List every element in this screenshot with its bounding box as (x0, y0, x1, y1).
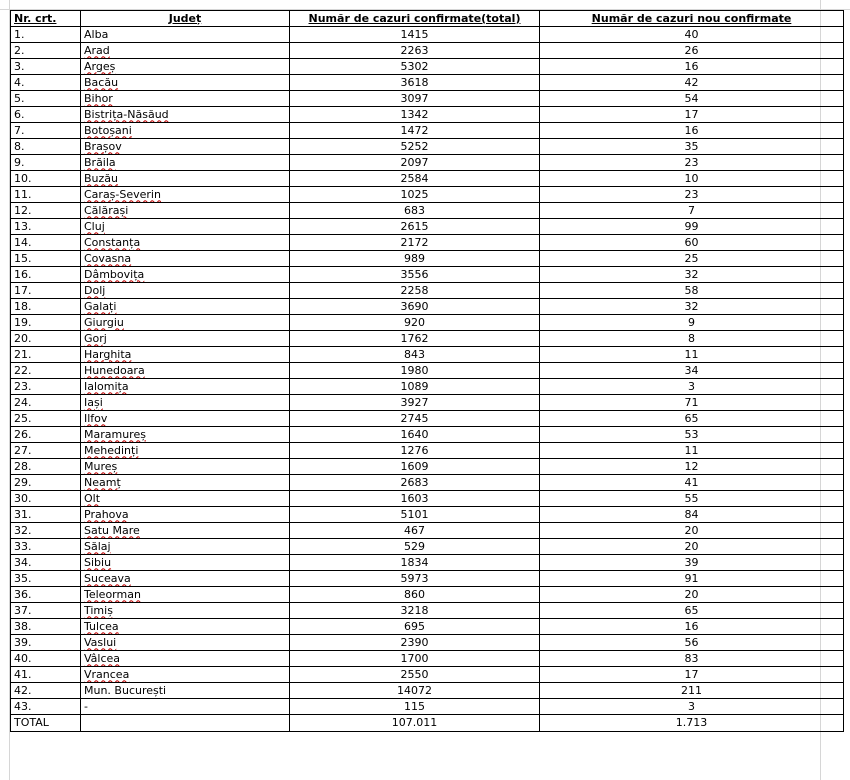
row-total-cases: 920 (290, 315, 540, 331)
row-judet (81, 235, 290, 251)
row-nr: 13. (11, 219, 81, 235)
row-total-cases: 1980 (290, 363, 540, 379)
row-nr: 3. (11, 59, 81, 75)
row-new-cases: 34 (540, 363, 844, 379)
table-row (11, 379, 844, 395)
table-row (11, 395, 844, 411)
row-nr: 28. (11, 459, 81, 475)
row-total-cases: 2550 (290, 667, 540, 683)
row-judet (81, 203, 290, 219)
row-judet (81, 539, 290, 555)
row-judet (81, 75, 290, 91)
row-new-cases: 17 (540, 667, 844, 683)
row-new-cases: 32 (540, 267, 844, 283)
row-new-cases: 16 (540, 619, 844, 635)
judet-name: Argeș (84, 59, 116, 73)
row-nr: 7. (11, 123, 81, 139)
judet-name: Caraș-Severin (84, 187, 161, 201)
row-new-cases: 40 (540, 27, 844, 43)
row-nr: 32. (11, 523, 81, 539)
judet-name: Arad (84, 43, 110, 57)
row-nr: 42. (11, 683, 81, 699)
table-row (11, 411, 844, 427)
row-judet (81, 363, 290, 379)
row-total-cases: 2097 (290, 155, 540, 171)
table-row (11, 203, 844, 219)
row-new-cases: 10 (540, 171, 844, 187)
row-judet (81, 619, 290, 635)
row-total-cases: 5101 (290, 507, 540, 523)
row-new-cases: 55 (540, 491, 844, 507)
row-new-cases: 7 (540, 203, 844, 219)
judet-name: Ialomița (84, 379, 129, 393)
row-new-cases: 84 (540, 507, 844, 523)
table-row (11, 587, 844, 603)
row-nr: 12. (11, 203, 81, 219)
table-row (11, 235, 844, 251)
judet-name: Sălaj (84, 539, 111, 553)
row-total-cases: 3927 (290, 395, 540, 411)
row-judet (81, 411, 290, 427)
row-judet (81, 331, 290, 347)
table-row (11, 299, 844, 315)
row-nr: 39. (11, 635, 81, 651)
row-new-cases: 20 (540, 587, 844, 603)
row-new-cases: 35 (540, 139, 844, 155)
table-row (11, 155, 844, 171)
row-total-cases: 3218 (290, 603, 540, 619)
judet-name: Dâmbovița (84, 267, 145, 281)
row-total-cases: 2584 (290, 171, 540, 187)
row-total-cases: 1342 (290, 107, 540, 123)
judet-name: Bihor (84, 91, 113, 105)
table-row (11, 619, 844, 635)
judet-name: Vaslui (84, 635, 117, 649)
row-total-cases: 1025 (290, 187, 540, 203)
row-nr: 31. (11, 507, 81, 523)
table-row (11, 539, 844, 555)
row-total-cases: 3690 (290, 299, 540, 315)
judet-name: Buzău (84, 171, 119, 185)
row-nr: 19. (11, 315, 81, 331)
row-nr: 25. (11, 411, 81, 427)
row-total-cases: 695 (290, 619, 540, 635)
row-total-cases: 1415 (290, 27, 540, 43)
judet-name: Bacău (84, 75, 119, 89)
row-total-cases: 2615 (290, 219, 540, 235)
judet-name: Neamț (84, 475, 121, 489)
table-row (11, 523, 844, 539)
row-new-cases: 32 (540, 299, 844, 315)
row-total-cases: 2172 (290, 235, 540, 251)
table-row (11, 651, 844, 667)
table-row (11, 443, 844, 459)
row-new-cases: 8 (540, 331, 844, 347)
judet-name: Bistrița-Năsăud (84, 107, 169, 121)
row-total-cases: 115 (290, 699, 540, 715)
row-judet (81, 107, 290, 123)
row-total-cases: 14072 (290, 683, 540, 699)
row-judet (81, 571, 290, 587)
row-judet (81, 635, 290, 651)
row-judet (81, 283, 290, 299)
total-row (11, 715, 844, 732)
table-row (11, 459, 844, 475)
row-judet (81, 395, 290, 411)
table-row (11, 571, 844, 587)
row-judet (81, 523, 290, 539)
row-nr: 17. (11, 283, 81, 299)
row-judet (81, 267, 290, 283)
row-total-cases: 1609 (290, 459, 540, 475)
row-new-cases: 20 (540, 523, 844, 539)
judet-name: Prahova (84, 507, 129, 521)
row-nr: 6. (11, 107, 81, 123)
row-new-cases: 3 (540, 699, 844, 715)
table-body (11, 27, 844, 715)
row-nr: 43. (11, 699, 81, 715)
row-judet (81, 139, 290, 155)
row-nr: 41. (11, 667, 81, 683)
table-row (11, 315, 844, 331)
row-nr: 37. (11, 603, 81, 619)
row-new-cases: 60 (540, 235, 844, 251)
judet-name: - (84, 699, 88, 713)
row-new-cases: 12 (540, 459, 844, 475)
row-total-cases: 2263 (290, 43, 540, 59)
row-nr: 20. (11, 331, 81, 347)
row-total-cases: 1834 (290, 555, 540, 571)
row-nr: 9. (11, 155, 81, 171)
row-nr: 24. (11, 395, 81, 411)
row-new-cases: 20 (540, 539, 844, 555)
table-row (11, 187, 844, 203)
row-nr: 18. (11, 299, 81, 315)
row-judet (81, 587, 290, 603)
table-row (11, 171, 844, 187)
header-new-cases: Număr de cazuri nou confirmate (540, 11, 844, 27)
row-judet (81, 219, 290, 235)
table-row (11, 667, 844, 683)
covid-cases-table (10, 10, 844, 732)
table-row (11, 427, 844, 443)
row-new-cases: 83 (540, 651, 844, 667)
row-total-cases: 843 (290, 347, 540, 363)
table-row (11, 475, 844, 491)
row-new-cases: 23 (540, 155, 844, 171)
row-nr: 5. (11, 91, 81, 107)
table-row (11, 75, 844, 91)
table-row (11, 251, 844, 267)
table-row (11, 699, 844, 715)
table-row (11, 43, 844, 59)
judet-name: Vâlcea (84, 651, 121, 665)
row-total-cases: 989 (290, 251, 540, 267)
row-nr: 38. (11, 619, 81, 635)
row-total-cases: 860 (290, 587, 540, 603)
row-total-cases: 529 (290, 539, 540, 555)
table-row (11, 123, 844, 139)
header-nr: Nr. crt. (11, 11, 81, 27)
row-nr: 11. (11, 187, 81, 203)
judet-name: Mun. București (84, 683, 167, 697)
table-row (11, 283, 844, 299)
row-total-cases: 2258 (290, 283, 540, 299)
judet-name: Cluj (84, 219, 105, 233)
row-judet (81, 43, 290, 59)
row-nr: 14. (11, 235, 81, 251)
row-new-cases: 11 (540, 443, 844, 459)
row-new-cases: 211 (540, 683, 844, 699)
row-total-cases: 3556 (290, 267, 540, 283)
row-nr: 15. (11, 251, 81, 267)
row-new-cases: 25 (540, 251, 844, 267)
row-new-cases: 91 (540, 571, 844, 587)
row-new-cases: 99 (540, 219, 844, 235)
table-row (11, 603, 844, 619)
judet-name: Timiș (84, 603, 113, 617)
row-total-cases: 1700 (290, 651, 540, 667)
row-nr: 10. (11, 171, 81, 187)
row-nr: 22. (11, 363, 81, 379)
row-new-cases: 16 (540, 59, 844, 75)
row-judet (81, 187, 290, 203)
total-new-cases-sum: 1.713 (540, 715, 844, 732)
row-total-cases: 1276 (290, 443, 540, 459)
row-judet (81, 475, 290, 491)
row-total-cases: 1089 (290, 379, 540, 395)
judet-name: Brăila (84, 155, 116, 169)
row-new-cases: 54 (540, 91, 844, 107)
row-new-cases: 26 (540, 43, 844, 59)
table-row (11, 331, 844, 347)
table-row (11, 27, 844, 43)
total-label: TOTAL (11, 715, 81, 732)
row-nr: 35. (11, 571, 81, 587)
row-nr: 1. (11, 27, 81, 43)
row-judet (81, 683, 290, 699)
row-total-cases: 3618 (290, 75, 540, 91)
row-nr: 36. (11, 587, 81, 603)
judet-name: Satu Mare (84, 523, 140, 537)
table-row (11, 507, 844, 523)
judet-name: Sibiu (84, 555, 112, 569)
table-row (11, 267, 844, 283)
row-total-cases: 5252 (290, 139, 540, 155)
row-judet (81, 59, 290, 75)
table-row (11, 683, 844, 699)
row-total-cases: 2683 (290, 475, 540, 491)
row-nr: 40. (11, 651, 81, 667)
row-judet (81, 379, 290, 395)
row-total-cases: 2745 (290, 411, 540, 427)
header-total-cases: Număr de cazuri confirmate(total) (290, 11, 540, 27)
table-row (11, 139, 844, 155)
row-judet (81, 299, 290, 315)
row-total-cases: 3097 (290, 91, 540, 107)
row-nr: 8. (11, 139, 81, 155)
table-row (11, 59, 844, 75)
row-new-cases: 11 (540, 347, 844, 363)
table-row (11, 555, 844, 571)
row-judet (81, 347, 290, 363)
judet-name: Botoșani (84, 123, 132, 137)
judet-name: Tulcea (84, 619, 119, 633)
judet-name: Galați (84, 299, 117, 313)
row-judet (81, 651, 290, 667)
row-nr: 34. (11, 555, 81, 571)
judet-name: Olt (84, 491, 101, 505)
table-row (11, 347, 844, 363)
row-total-cases: 1472 (290, 123, 540, 139)
table-row (11, 491, 844, 507)
judet-name: Hunedoara (84, 363, 145, 377)
row-new-cases: 3 (540, 379, 844, 395)
row-new-cases: 9 (540, 315, 844, 331)
row-total-cases: 467 (290, 523, 540, 539)
judet-name: Giurgiu (84, 315, 124, 329)
row-judet (81, 27, 290, 43)
row-nr: 33. (11, 539, 81, 555)
row-new-cases: 65 (540, 411, 844, 427)
row-nr: 2. (11, 43, 81, 59)
row-total-cases: 683 (290, 203, 540, 219)
row-total-cases: 5973 (290, 571, 540, 587)
judet-name: Gorj (84, 331, 107, 345)
row-judet (81, 251, 290, 267)
judet-name: Covasna (84, 251, 132, 265)
row-judet (81, 443, 290, 459)
judet-name: Maramureș (84, 427, 146, 441)
table-row (11, 107, 844, 123)
row-new-cases: 71 (540, 395, 844, 411)
row-judet (81, 699, 290, 715)
row-nr: 26. (11, 427, 81, 443)
judet-name: Alba (84, 27, 109, 41)
table-header-row (11, 11, 844, 27)
row-nr: 27. (11, 443, 81, 459)
judet-name: Dolj (84, 283, 106, 297)
row-nr: 21. (11, 347, 81, 363)
row-total-cases: 1762 (290, 331, 540, 347)
row-judet (81, 603, 290, 619)
row-new-cases: 41 (540, 475, 844, 491)
row-total-cases: 1603 (290, 491, 540, 507)
judet-name: Teleorman (84, 587, 141, 601)
judet-name: Suceava (84, 571, 131, 585)
row-new-cases: 65 (540, 603, 844, 619)
row-judet (81, 667, 290, 683)
header-judet: Județ (81, 11, 290, 27)
row-total-cases: 5302 (290, 59, 540, 75)
judet-name: Ilfov (84, 411, 108, 425)
row-judet (81, 507, 290, 523)
row-new-cases: 17 (540, 107, 844, 123)
judet-name: Mureș (84, 459, 118, 473)
row-judet (81, 171, 290, 187)
row-judet (81, 491, 290, 507)
judet-name: Mehedinți (84, 443, 139, 457)
row-new-cases: 39 (540, 555, 844, 571)
total-cases-sum: 107.011 (290, 715, 540, 732)
row-total-cases: 1640 (290, 427, 540, 443)
row-new-cases: 56 (540, 635, 844, 651)
row-new-cases: 42 (540, 75, 844, 91)
judet-name: Constanța (84, 235, 141, 249)
judet-name: Iași (84, 395, 103, 409)
row-judet (81, 427, 290, 443)
row-judet (81, 555, 290, 571)
row-judet (81, 123, 290, 139)
row-new-cases: 16 (540, 123, 844, 139)
row-new-cases: 23 (540, 187, 844, 203)
judet-name: Călărași (84, 203, 129, 217)
row-nr: 23. (11, 379, 81, 395)
row-new-cases: 58 (540, 283, 844, 299)
row-judet (81, 315, 290, 331)
judet-name: Vrancea (84, 667, 130, 681)
table-row (11, 635, 844, 651)
table-row (11, 91, 844, 107)
total-judet-cell (81, 715, 290, 732)
judet-name: Brașov (84, 139, 122, 153)
row-judet (81, 155, 290, 171)
row-nr: 16. (11, 267, 81, 283)
row-nr: 30. (11, 491, 81, 507)
table-row (11, 363, 844, 379)
row-total-cases: 2390 (290, 635, 540, 651)
row-nr: 29. (11, 475, 81, 491)
judet-name: Harghita (84, 347, 132, 361)
row-judet (81, 459, 290, 475)
row-nr: 4. (11, 75, 81, 91)
row-judet (81, 91, 290, 107)
row-new-cases: 53 (540, 427, 844, 443)
table-row (11, 219, 844, 235)
